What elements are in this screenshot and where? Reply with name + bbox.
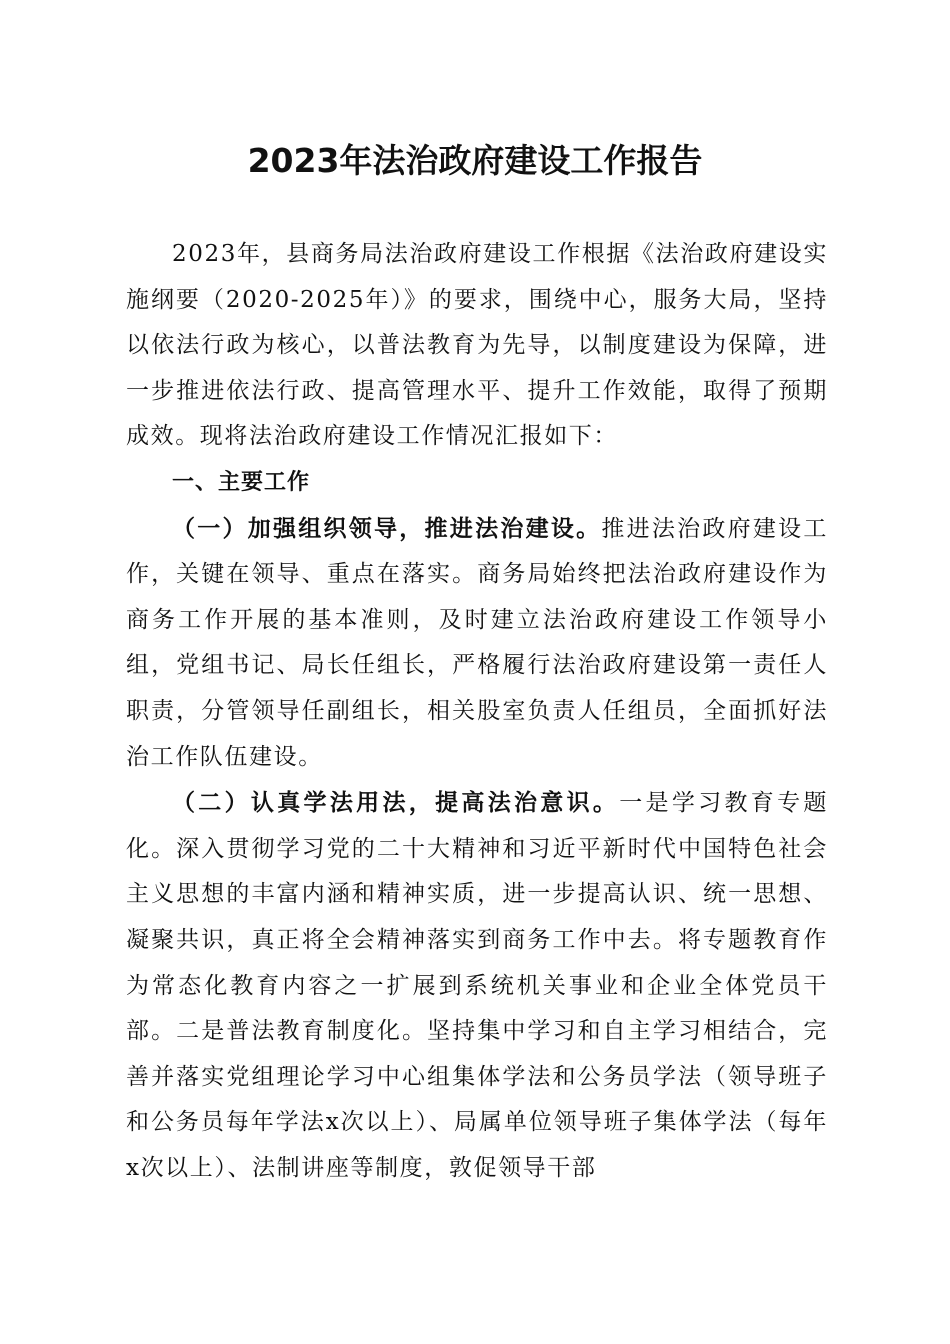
- intro-paragraph: 2023年，县商务局法治政府建设工作根据《法治政府建设实施纲要（2020-2025年）》的要求，围绕中心，服务大局，坚持以依法行政为核心，以普法教育为先导，以制度建设为保障，进一步推进依法行政、提高管理水平、提升工作效能，取得了预期成效。现将法治政府建设工作情况汇报如下：: [126, 241, 828, 450]
- document-title: 2023年法治政府建设工作报告: [247, 141, 703, 180]
- paragraph-text: 一是学习教育专题化。深入贯彻学习党的二十大精神和习近平新时代中国特色社会主义思想的丰富内涵和精神实质，进一步提高认识、统一思想、凝聚共识，真正将全会精神落实到商务工作中去。将专题教育作为常态化教育内容之一扩展到系统机关事业和企业全体党员干部。二是普法教育制度化。坚持集中学习和自主学习相结合，完善并落实党组理论学习中心组集体学法和公务员学法（领导班子和公务员每年学法x次以上）、局属单位领导班子集体学法（每年x次以上）、法制讲座等制度，敦促领导干部: [126, 790, 828, 1181]
- section-paragraph-1: [126, 506, 828, 781]
- paragraph-lead: （二）认真学法用法，提高法治意识。: [172, 789, 620, 817]
- paragraph-text: 推进法治政府建设工作，关键在领导、重点在落实。商务局始终把法治政府建设作为商务工作开展的基本准则，及时建立法治政府建设工作领导小组，党组书记、局长任组长，严格履行法治政府建设第一责任人职责，分管领导任副组长，相关股室负责人任组员，全面抓好法治工作队伍建设。: [126, 515, 829, 770]
- document-body: [126, 232, 828, 1191]
- section-heading: 一、主要工作: [172, 469, 311, 495]
- section-paragraph-2: [126, 780, 828, 1191]
- paragraph-lead: （一）加强组织领导，推进法治建设。: [172, 514, 602, 542]
